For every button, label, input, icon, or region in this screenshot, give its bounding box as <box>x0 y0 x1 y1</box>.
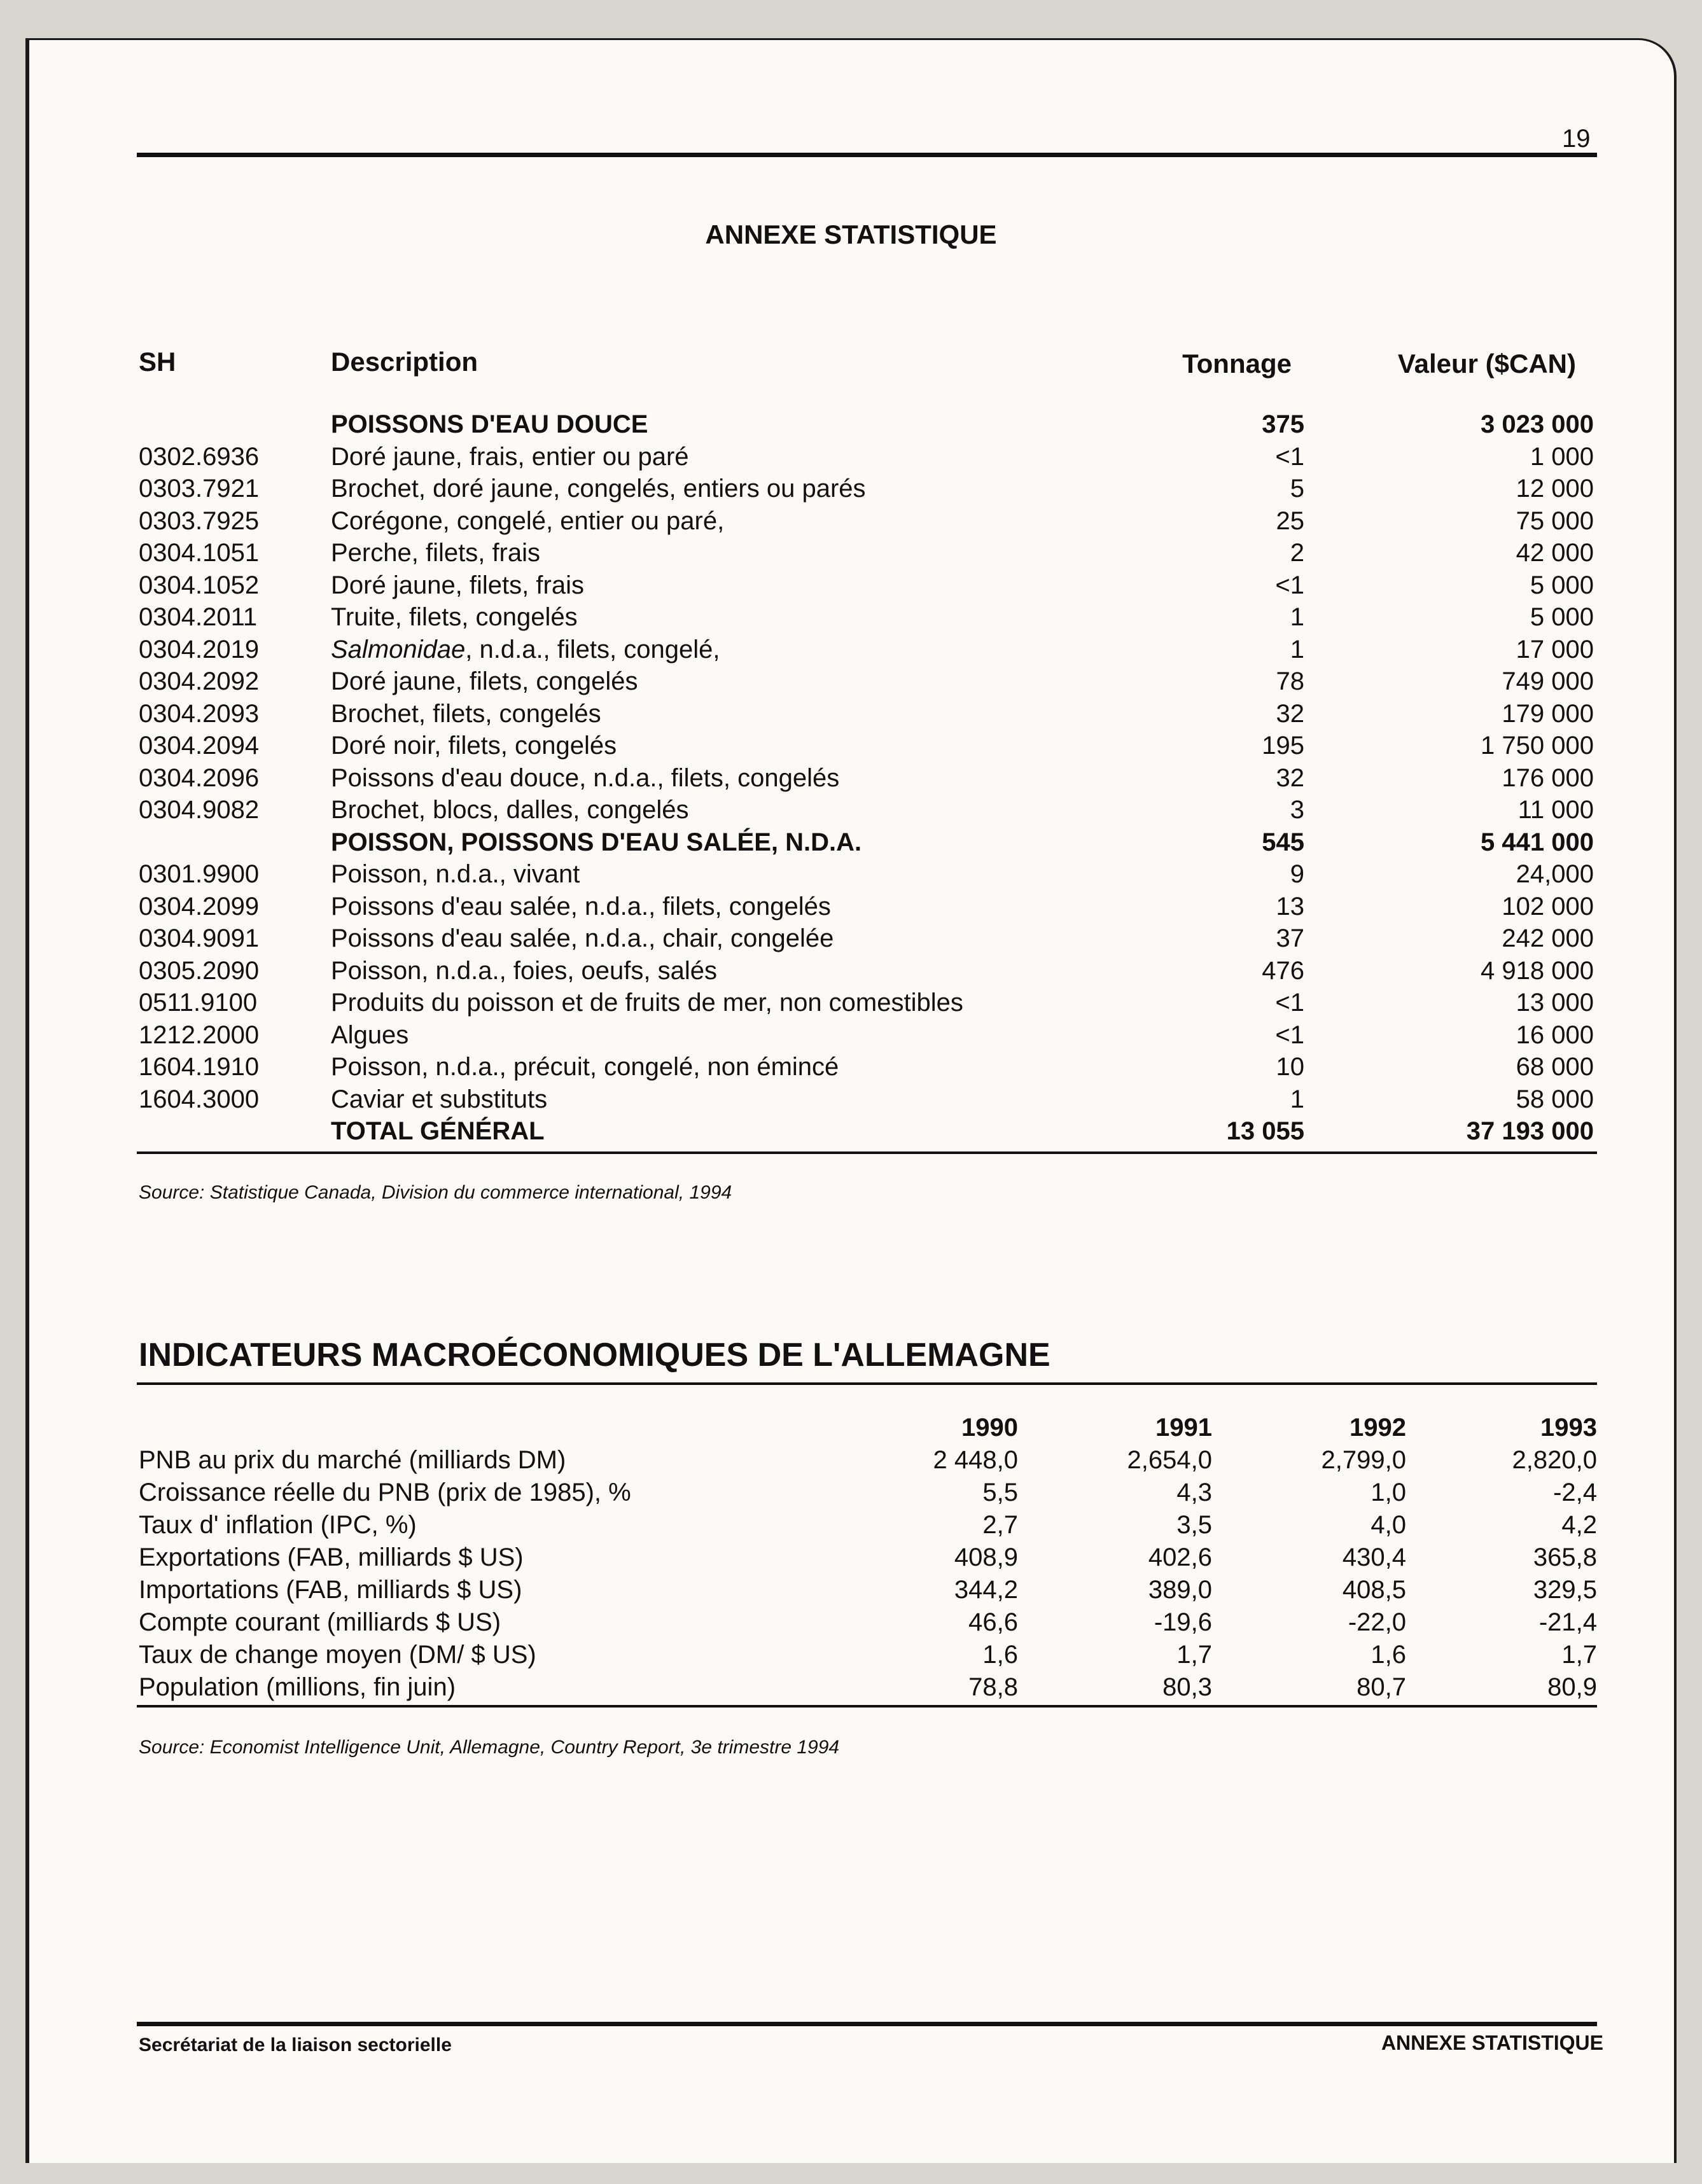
indicator-value: 1,6 <box>982 1641 1018 1669</box>
row-description-rest: , n.d.a., filets, congelé, <box>465 635 720 664</box>
row-tonnage: 3 <box>1290 796 1304 824</box>
row-sh-code: 0304.2094 <box>139 732 260 760</box>
row-sh-code: 1604.3000 <box>139 1085 260 1113</box>
indicator-value: 80,3 <box>1162 1673 1212 1701</box>
col-header-description: Description <box>331 347 478 377</box>
row-value: 42 000 <box>1516 539 1594 567</box>
row-description: Produits du poisson et de fruits de mer, non comestibles <box>331 989 963 1017</box>
indicator-label: Taux de change moyen (DM/ $ US) <box>139 1641 536 1669</box>
row-value: 1 000 <box>1530 442 1594 471</box>
row-description: Poisson, n.d.a., vivant <box>331 860 580 888</box>
row-tonnage: 545 <box>1262 828 1304 856</box>
table-source: Source: Statistique Canada, Division du commerce international, 1994 <box>139 1182 732 1203</box>
indicator-row <box>0 1608 1702 1640</box>
row-tonnage: 476 <box>1262 956 1304 985</box>
row-tonnage: <1 <box>1275 989 1304 1017</box>
indicator-value: -22,0 <box>1348 1608 1406 1636</box>
table-row <box>0 764 1702 796</box>
row-tonnage: 195 <box>1262 732 1304 760</box>
indicator-value: 5,5 <box>982 1478 1018 1506</box>
indicator-row <box>0 1673 1702 1705</box>
row-tonnage: 13 <box>1276 892 1304 921</box>
indicator-value: 80,7 <box>1357 1673 1406 1701</box>
row-description: Perche, filets, frais <box>331 539 541 567</box>
indicator-value: 408,9 <box>954 1543 1018 1571</box>
table-row <box>0 893 1702 924</box>
row-value: 242 000 <box>1502 924 1594 952</box>
row-description: Poisson, n.d.a., foies, oeufs, salés <box>331 956 718 985</box>
col-header-sh: SH <box>139 347 176 377</box>
macro-title-rule <box>137 1382 1597 1385</box>
row-description: Doré noir, filets, congelés <box>331 732 617 760</box>
row-description: Truite, filets, congelés <box>331 603 578 631</box>
table-row <box>0 796 1702 828</box>
table-row <box>0 1117 1702 1149</box>
indicator-value: 402,6 <box>1148 1543 1212 1571</box>
footer-right: ANNEXE STATISTIQUE <box>1381 2031 1603 2054</box>
indicator-row <box>0 1641 1702 1673</box>
row-tonnage: <1 <box>1275 442 1304 471</box>
table-row <box>0 410 1702 442</box>
row-value: 5 441 000 <box>1481 828 1594 856</box>
footer-rule <box>137 2022 1597 2026</box>
row-description: Brochet, doré jaune, congelés, entiers ou parés <box>331 475 866 503</box>
row-sh-code: 0304.2019 <box>139 635 260 664</box>
row-value: 16 000 <box>1516 1020 1594 1049</box>
row-description: Caviar et substituts <box>331 1085 548 1113</box>
table-row <box>0 700 1702 732</box>
indicator-value: 2,799,0 <box>1321 1446 1406 1474</box>
row-description: Poissons d'eau douce, n.d.a., filets, congelés <box>331 763 840 792</box>
row-value: 102 000 <box>1502 892 1594 921</box>
indicator-row <box>0 1478 1702 1510</box>
row-sh-code: 0303.7921 <box>139 475 260 503</box>
row-description: Algues <box>331 1020 409 1049</box>
indicator-value: 408,5 <box>1342 1576 1406 1604</box>
indicator-row <box>0 1511 1702 1543</box>
footer-left: Secrétariat de la liaison sectorielle <box>139 2034 452 2055</box>
row-value: 13 000 <box>1516 989 1594 1017</box>
row-sh-code: 0304.1052 <box>139 571 260 599</box>
row-value: 4 918 000 <box>1481 956 1594 985</box>
indicator-value: 430,4 <box>1342 1543 1406 1571</box>
row-tonnage: 9 <box>1290 860 1304 888</box>
indicator-value: 2,7 <box>982 1511 1018 1539</box>
row-sh-code: 0304.9091 <box>139 924 260 952</box>
row-sh-code: 0305.2090 <box>139 956 260 985</box>
table-row <box>0 475 1702 506</box>
row-sh-code: 0511.9100 <box>139 989 258 1017</box>
row-description: POISSON, POISSONS D'EAU SALÉE, N.D.A. <box>331 828 862 856</box>
row-description <box>331 636 720 664</box>
indicator-value: 389,0 <box>1148 1576 1212 1604</box>
indicator-label: Population (millions, fin juin) <box>139 1673 456 1701</box>
row-value: 5 000 <box>1530 571 1594 599</box>
row-value: 24,000 <box>1516 860 1594 888</box>
table-row <box>0 539 1702 571</box>
indicator-value: 1,0 <box>1371 1478 1406 1506</box>
indicator-value: 4,2 <box>1561 1511 1597 1539</box>
indicator-value: 344,2 <box>954 1576 1018 1604</box>
macro-source <box>139 1737 839 1758</box>
indicator-value: -19,6 <box>1154 1608 1212 1636</box>
indicator-label: PNB au prix du marché (milliards DM) <box>139 1446 566 1474</box>
row-description: Corégone, congelé, entier ou paré, <box>331 506 725 535</box>
table-row <box>0 1021 1702 1053</box>
row-value: 58 000 <box>1516 1085 1594 1113</box>
row-description: Brochet, filets, congelés <box>331 699 601 728</box>
row-tonnage: 78 <box>1276 667 1304 695</box>
table-row <box>0 571 1702 603</box>
row-value: 17 000 <box>1516 635 1594 664</box>
indicator-value: 46,6 <box>968 1608 1018 1636</box>
macro-source-text: Source: Economist Intelligence Unit, Allemagne, Country Report, 3e trimestre 1994 <box>139 1737 840 1758</box>
row-tonnage: 5 <box>1290 475 1304 503</box>
row-tonnage: 1 <box>1290 603 1304 631</box>
indicator-value: 78,8 <box>968 1673 1018 1701</box>
indicator-value: 80,9 <box>1547 1673 1597 1701</box>
row-value: 12 000 <box>1516 475 1594 503</box>
row-description: Doré jaune, filets, congelés <box>331 667 638 695</box>
table-row <box>0 989 1702 1020</box>
year-header: 1991 <box>1155 1414 1212 1442</box>
year-header: 1993 <box>1540 1414 1597 1442</box>
indicator-value: 4,3 <box>1176 1478 1212 1506</box>
row-value: 75 000 <box>1516 506 1594 535</box>
row-tonnage: 1 <box>1290 635 1304 664</box>
indicator-value: 2 448,0 <box>933 1446 1018 1474</box>
indicator-value: -2,4 <box>1553 1478 1597 1506</box>
row-sh-code: 1604.1910 <box>139 1053 260 1081</box>
row-sh-code: 1212.2000 <box>139 1020 260 1049</box>
row-sh-code: 0302.6936 <box>139 442 260 471</box>
row-tonnage: 32 <box>1276 699 1304 728</box>
table-row <box>0 603 1702 635</box>
indicator-row <box>0 1446 1702 1478</box>
row-value: 68 000 <box>1516 1053 1594 1081</box>
row-tonnage: 10 <box>1276 1053 1304 1081</box>
row-description: Poisson, n.d.a., précuit, congelé, non émincé <box>331 1053 839 1081</box>
row-description: Poissons d'eau salée, n.d.a., filets, congelés <box>331 892 831 921</box>
header-rule <box>137 153 1597 157</box>
indicator-value: 1,7 <box>1561 1641 1597 1669</box>
indicator-value: 365,8 <box>1533 1543 1597 1571</box>
row-description: Poissons d'eau salée, n.d.a., chair, congelée <box>331 924 834 952</box>
row-tonnage: 375 <box>1262 410 1304 438</box>
row-value: 3 023 000 <box>1481 410 1594 438</box>
indicator-value: 3,5 <box>1176 1511 1212 1539</box>
indicator-label: Compte courant (milliards $ US) <box>139 1608 501 1636</box>
row-sh-code: 0304.2092 <box>139 667 260 695</box>
years-header-row <box>0 1414 1702 1445</box>
table-row <box>0 1053 1702 1085</box>
table-row <box>0 957 1702 989</box>
indicator-value: 329,5 <box>1533 1576 1597 1604</box>
table-bottom-rule <box>137 1151 1597 1154</box>
row-value: 176 000 <box>1502 763 1594 792</box>
indicator-label: Croissance réelle du PNB (prix de 1985), % <box>139 1478 631 1506</box>
row-description: Brochet, blocs, dalles, congelés <box>331 796 689 824</box>
table-row <box>0 443 1702 475</box>
row-sh-code: 0304.2093 <box>139 699 260 728</box>
year-header: 1992 <box>1350 1414 1406 1442</box>
indicator-row <box>0 1543 1702 1575</box>
row-sh-code: 0301.9900 <box>139 860 260 888</box>
indicator-value: 1,7 <box>1176 1641 1212 1669</box>
row-description: TOTAL GÉNÉRAL <box>331 1117 545 1145</box>
row-tonnage: 1 <box>1290 1085 1304 1113</box>
row-value: 179 000 <box>1502 699 1594 728</box>
indicator-label: Exportations (FAB, milliards $ US) <box>139 1543 524 1571</box>
col-header-value: Valeur ($CAN) <box>1397 349 1576 379</box>
row-value: 37 193 000 <box>1466 1117 1594 1145</box>
row-description: Doré jaune, frais, entier ou paré <box>331 442 689 471</box>
row-tonnage: <1 <box>1275 571 1304 599</box>
row-sh-code: 0304.2099 <box>139 892 260 921</box>
row-sh-code: 0304.9082 <box>139 796 260 824</box>
row-sh-code: 0304.2011 <box>139 603 258 631</box>
indicator-value: -21,4 <box>1538 1608 1597 1636</box>
row-description: POISSONS D'EAU DOUCE <box>331 410 648 438</box>
indicator-value: 1,6 <box>1371 1641 1406 1669</box>
row-tonnage: 32 <box>1276 763 1304 792</box>
table-row <box>0 507 1702 539</box>
year-header: 1990 <box>961 1414 1018 1442</box>
table-row <box>0 924 1702 956</box>
row-description-italic: Salmonidae <box>331 635 466 664</box>
table-row <box>0 732 1702 763</box>
table-row <box>0 828 1702 860</box>
row-tonnage: 2 <box>1290 539 1304 567</box>
table-row <box>0 667 1702 699</box>
row-value: 5 000 <box>1530 603 1594 631</box>
indicator-value: 2,654,0 <box>1127 1446 1212 1474</box>
row-tonnage: 25 <box>1276 506 1304 535</box>
row-sh-code: 0304.2096 <box>139 763 260 792</box>
row-sh-code: 0303.7925 <box>139 506 260 535</box>
indicator-value: 2,820,0 <box>1512 1446 1597 1474</box>
row-value: 749 000 <box>1502 667 1594 695</box>
row-description: Doré jaune, filets, frais <box>331 571 584 599</box>
row-sh-code: 0304.1051 <box>139 539 260 567</box>
col-header-tonnage: Tonnage <box>1182 349 1292 379</box>
row-value: 1 750 000 <box>1481 732 1594 760</box>
macro-title: INDICATEURS MACROÉCONOMIQUES DE L'ALLEMAGNE <box>139 1337 1050 1374</box>
row-tonnage: <1 <box>1275 1020 1304 1049</box>
indicator-label: Importations (FAB, milliards $ US) <box>139 1576 522 1604</box>
row-tonnage: 13 055 <box>1226 1117 1304 1145</box>
table-row <box>0 1085 1702 1117</box>
macro-bottom-rule <box>137 1705 1597 1708</box>
indicator-label: Taux d' inflation (IPC, %) <box>139 1511 417 1539</box>
table-row <box>0 636 1702 667</box>
indicator-value: 4,0 <box>1371 1511 1406 1539</box>
page-number: 19 <box>1562 125 1591 153</box>
table-row <box>0 860 1702 892</box>
indicator-row <box>0 1576 1702 1608</box>
row-value: 11 000 <box>1517 796 1594 824</box>
annex-title: ANNEXE STATISTIQUE <box>705 219 997 249</box>
row-tonnage: 37 <box>1276 924 1304 952</box>
